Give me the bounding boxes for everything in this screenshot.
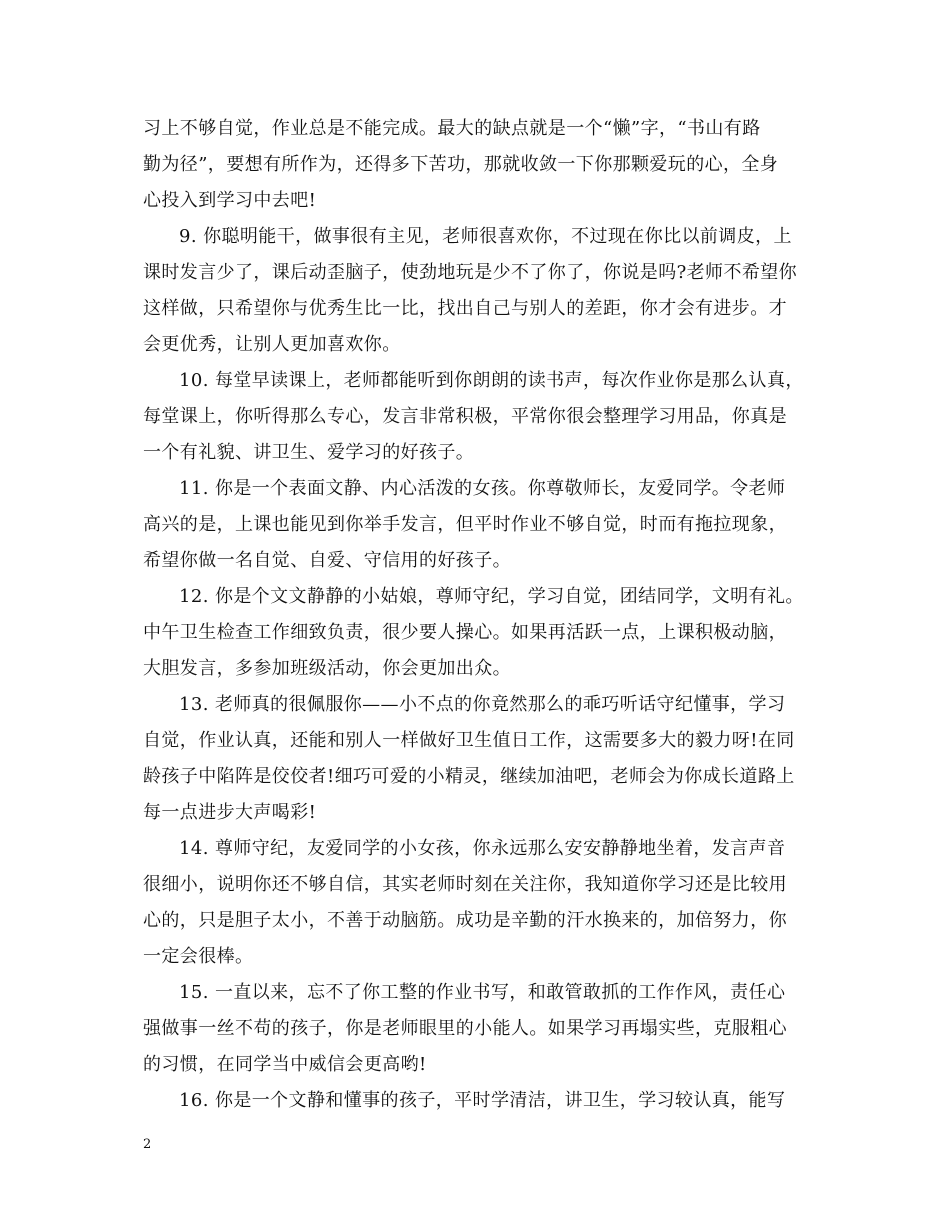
- text-line: 会更优秀，让别人更加喜欢你。: [143, 334, 401, 355]
- text-line: 每堂课上，你听得那么专心，发言非常积极，平常你很会整理学习用品，你真是: [143, 406, 787, 427]
- text-line: 勤为径”，要想有所作为，还得多下苦功，那就收敛一下你那颗爱玩的心，全身: [143, 154, 779, 175]
- text-line: 心的，只是胆子太小，不善于动脑筋。成功是辛勤的汗水换来的，加倍努力，你: [143, 910, 787, 931]
- page-number: 2: [143, 1137, 152, 1152]
- text-line: 高兴的是，上课也能见到你举手发言，但平时作业不够自觉，时而有拖拉现象，: [143, 514, 787, 535]
- paragraph-start-line: 16. 你是一个文静和懂事的孩子，平时学清洁，讲卫生，学习较认真，能写: [179, 1090, 786, 1111]
- paragraph-start-line: 15. 一直以来，忘不了你工整的作业书写，和敢管敢抓的工作作风，责任心: [179, 982, 786, 1003]
- text-line: 的习惯，在同学当中威信会更高哟!: [143, 1054, 427, 1075]
- paragraph-start-line: 13. 老师真的很佩服你——小不点的你竟然那么的乖巧听话守纪懂事，学习: [179, 694, 786, 715]
- text-line: 每一点进步大声喝彩!: [143, 802, 317, 823]
- text-line: 很细小，说明你还不够自信，其实老师时刻在关注你，我知道你学习还是比较用: [143, 874, 787, 895]
- text-line: 龄孩子中陷阵是佼佼者!细巧可爱的小精灵，继续加油吧，老师会为你成长道路上: [143, 766, 795, 787]
- paragraph-start-line: 14. 尊师守纪，友爱同学的小女孩，你永远那么安安静静地坐着，发言声音: [179, 838, 786, 859]
- paragraph-start-line: 9. 你聪明能干，做事很有主见，老师很喜欢你，不过现在你比以前调皮，上: [179, 226, 792, 247]
- text-line: 中午卫生检查工作细致负责，很少要人操心。如果再活跃一点，上课积极动脑，: [143, 622, 787, 643]
- text-line: 这样做，只希望你与优秀生比一比，找出自己与别人的差距，你才会有进步。才: [143, 298, 787, 319]
- text-line: 一个有礼貌、讲卫生、爱学习的好孩子。: [143, 442, 475, 463]
- paragraph-start-line: 10. 每堂早读课上，老师都能听到你朗朗的读书声，每次作业你是那么认真，: [179, 370, 804, 391]
- text-line: 课时发言少了，课后动歪脑子，使劲地玩是少不了你了，你说是吗?老师不希望你: [143, 262, 798, 283]
- paragraph-start-line: 11. 你是一个表面文静、内心活泼的女孩。你尊敬师长，友爱同学。令老师: [179, 478, 786, 499]
- paragraph-start-line: 12. 你是个文文静静的小姑娘，尊师守纪，学习自觉，团结同学，文明有礼。: [179, 586, 804, 607]
- document-body: [143, 111, 823, 1119]
- text-line: 一定会很棒。: [143, 946, 254, 967]
- text-line: 强做事一丝不苟的孩子，你是老师眼里的小能人。如果学习再塌实些，克服粗心: [143, 1018, 787, 1039]
- text-line: 心投入到学习中去吧!: [143, 190, 317, 211]
- text-line: 大胆发言，多参加班级活动，你会更加出众。: [143, 658, 511, 679]
- text-line: 希望你做一名自觉、自爱、守信用的好孩子。: [143, 550, 511, 571]
- text-line: 习上不够自觉，作业总是不能完成。最大的缺点就是一个“懒”字，“书山有路: [143, 118, 761, 139]
- text-line: 自觉，作业认真，还能和别人一样做好卫生值日工作，这需要多大的毅力呀!在同: [143, 730, 795, 751]
